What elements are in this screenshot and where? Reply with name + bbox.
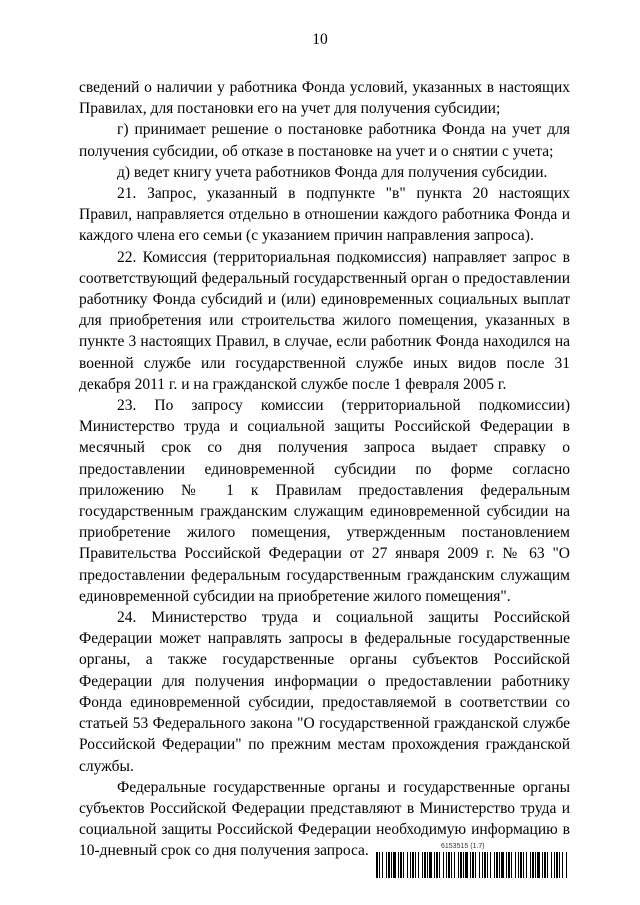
barcode	[376, 852, 568, 878]
paragraph-continuation: сведений о наличии у работника Фонда условий, указанных в настоящих Правилах, для постановки его на учет для получения субсидии;	[79, 79, 570, 118]
document-code: 6153515 (1.7)	[441, 843, 485, 850]
paragraph-22: 22. Комиссия (территориальная подкомиссия) направляет запрос в соответствующий федеральный государственный орган о предоставлении работнику Фонда субсидий и (или) единовременных социальных выплат для приобретения или строительства жилого помещения, указанных в пункте 3 настоящих Правил, в случае, если работник Фонда находился на военной службе или государственной службе иных видов после 31 декабря 2011 г. и на гражданской службе после 1 февраля 2005 г.	[79, 248, 570, 393]
paragraph-23: 23. По запросу комиссии (территориальной подкомиссии) Министерство труда и социальной защиты Российской Федерации в месячный срок со дня получения запроса выдает справку о предоставлении единовременной субсидии по форме согласно приложению № 1 к Правилам предоставления федеральным государственным гражданским служащим единовременной субсидии на приобретение жилого помещения, утвержденным постановлением Правительства Российской Федерации от 27 января 2009 г. № 63 "О предоставлении федеральным государственным гражданским служащим единовременной субсидии на приобретение жилого помещения".	[79, 397, 570, 605]
paragraph-24: 24. Министерство труда и социальной защиты Российской Федерации может направлять запросы в федеральные государственные органы, а также государственные органы субъектов Российской Федерации для получения информации о предоставлении работнику Фонда единовременной субсидии, предоставляемой в соответствии со статьей 53 Федерального закона "О государственной гражданской службе Российской Федерации" по прежним местам прохождения гражданской службы.	[79, 609, 570, 775]
paragraph-item-g: г) принимает решение о постановке работника Фонда на учет для получения субсидии, об отказе в постановке на учет и о снятии с учета;	[79, 121, 570, 160]
paragraph-item-d: д) ведет книгу учета работников Фонда для получения субсидии.	[117, 163, 548, 181]
document-body	[79, 77, 570, 862]
page-number: 10	[312, 31, 328, 48]
paragraph-21: 21. Запрос, указанный в подпункте "в" пункта 20 настоящих Правил, направляется отдельно в отношении каждого работника Фонда и каждого члена его семьи (с указанием причин направления запроса).	[79, 185, 570, 245]
paragraph-final: Федеральные государственные органы и государственные органы субъектов Российской Федерации представляют в Министерство труда и социальной защиты Российской Федерации необходимую информацию в 10-дневный срок со дня получения запроса.	[79, 778, 570, 860]
